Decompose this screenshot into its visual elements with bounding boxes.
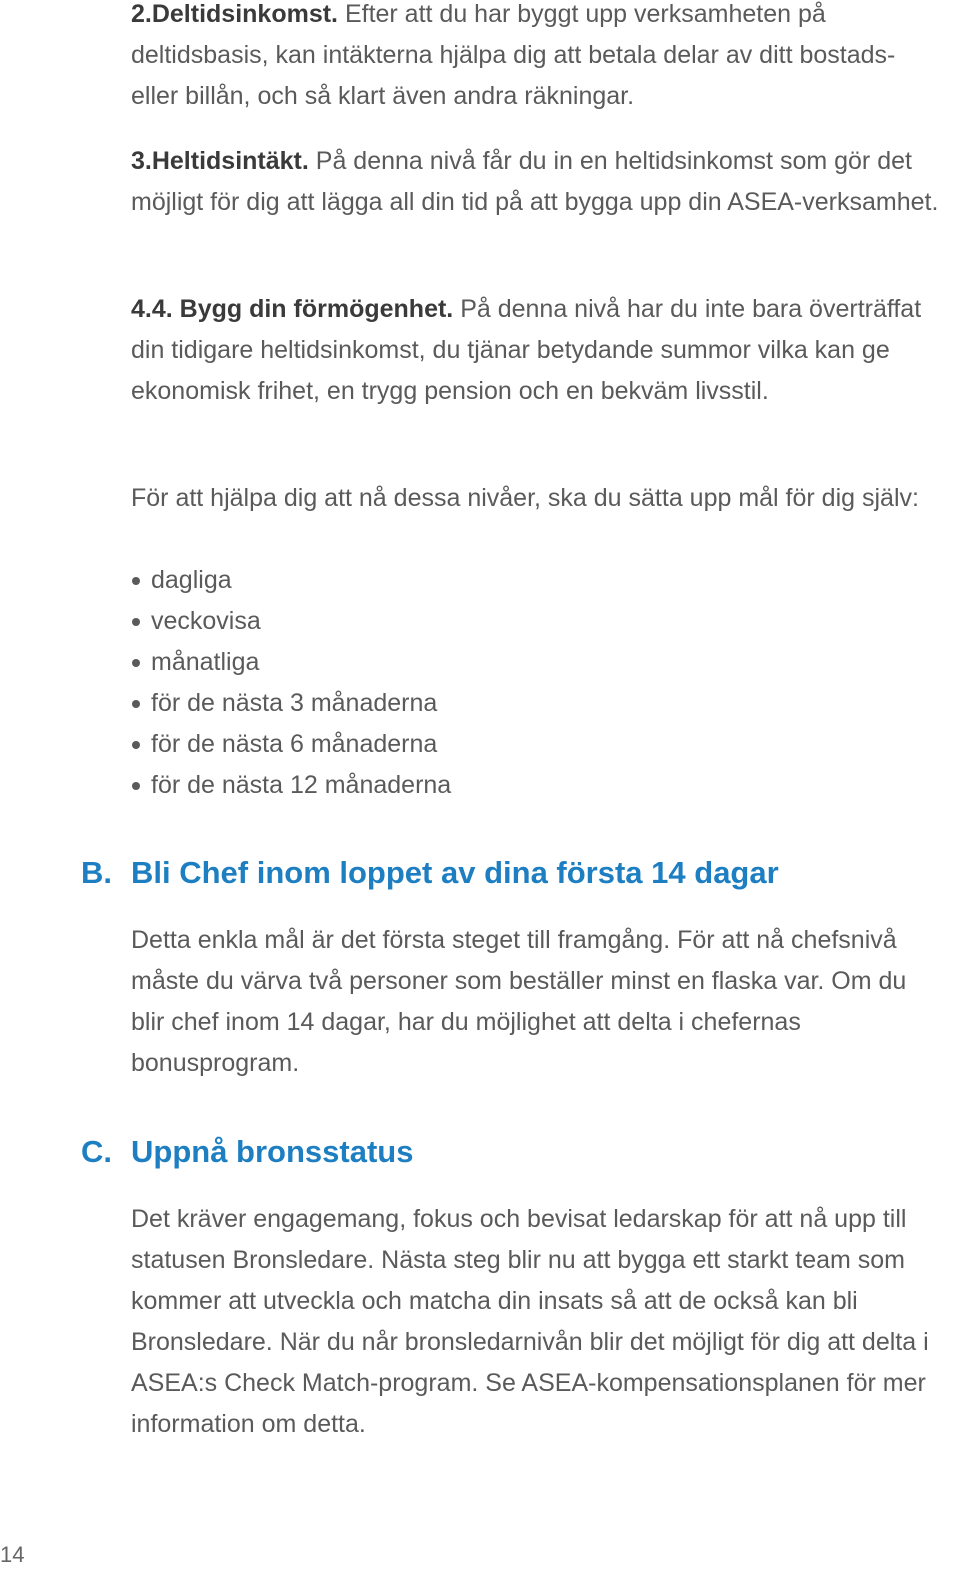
section-c-heading — [81, 1132, 413, 1172]
item-text: Efter att du har byggt upp verksamheten på deltidsbasis, kan intäkterna hjälpa dig att betala delar av ditt bostads- eller billån, och så klart även andra räkningar. — [131, 0, 896, 110]
list-item: för de nästa 12 månaderna — [131, 765, 946, 806]
section-title: Bli Chef inom loppet av dina första 14 dagar — [131, 855, 779, 890]
item-label: 4.4. Bygg din förmögenhet. — [131, 295, 454, 323]
section-letter: B. — [81, 855, 112, 890]
item-text: På denna nivå har du inte bara överträffat din tidigare heltidsinkomst, du tjänar betydande summor vilka kan ge ekonomisk frihet, en trygg pension och en bekväm livsstil. — [131, 295, 922, 405]
item-text: På denna nivå får du in en heltidsinkomst som gör det möjligt för dig att lägga all din tid på att bygga upp din ASEA-verksamhet. — [131, 147, 939, 216]
section-c-body: Det kräver engagemang, fokus och bevisat ledarskap för att nå upp till statusen Bronsledare. Nästa steg blir nu att bygga ett starkt team som kommer att utveckla och matcha din insats så att de också kan bli Bronsledare. När du når bronsledarnivån blir det möjligt för dig att delta i ASEA:s Check Match-program. Se ASEA-kompensationsplanen för mer information om detta. — [131, 1205, 929, 1438]
list-item: veckovisa — [131, 601, 946, 642]
section-b-body: Detta enkla mål är det första steget till framgång. För att nå chefsnivå måste du värva två personer som beställer minst en flaska var. Om du blir chef inom 14 dagar, har du möjlighet att delta i chefernas bonusprogram. — [131, 926, 907, 1077]
section-b-heading — [81, 853, 779, 893]
item-heltidsintakt — [131, 141, 946, 223]
item-deltidsinkomst — [131, 0, 946, 117]
list-item: månatliga — [131, 642, 946, 683]
list-item: för de nästa 6 månaderna — [131, 724, 946, 765]
list-item: för de nästa 3 månaderna — [131, 683, 946, 724]
section-title: Uppnå bronsstatus — [131, 1134, 414, 1169]
section-letter: C. — [81, 1134, 112, 1169]
goals-list — [131, 560, 946, 806]
list-item: dagliga — [131, 560, 946, 601]
item-label: 2.Deltidsinkomst. — [131, 0, 338, 28]
page-number: 14 — [0, 1542, 25, 1567]
item-formogenhet — [131, 289, 946, 412]
goals-intro: För att hjälpa dig att nå dessa nivåer, ska du sätta upp mål för dig själv: — [131, 484, 919, 512]
item-label: 3.Heltidsintäkt. — [131, 147, 309, 175]
